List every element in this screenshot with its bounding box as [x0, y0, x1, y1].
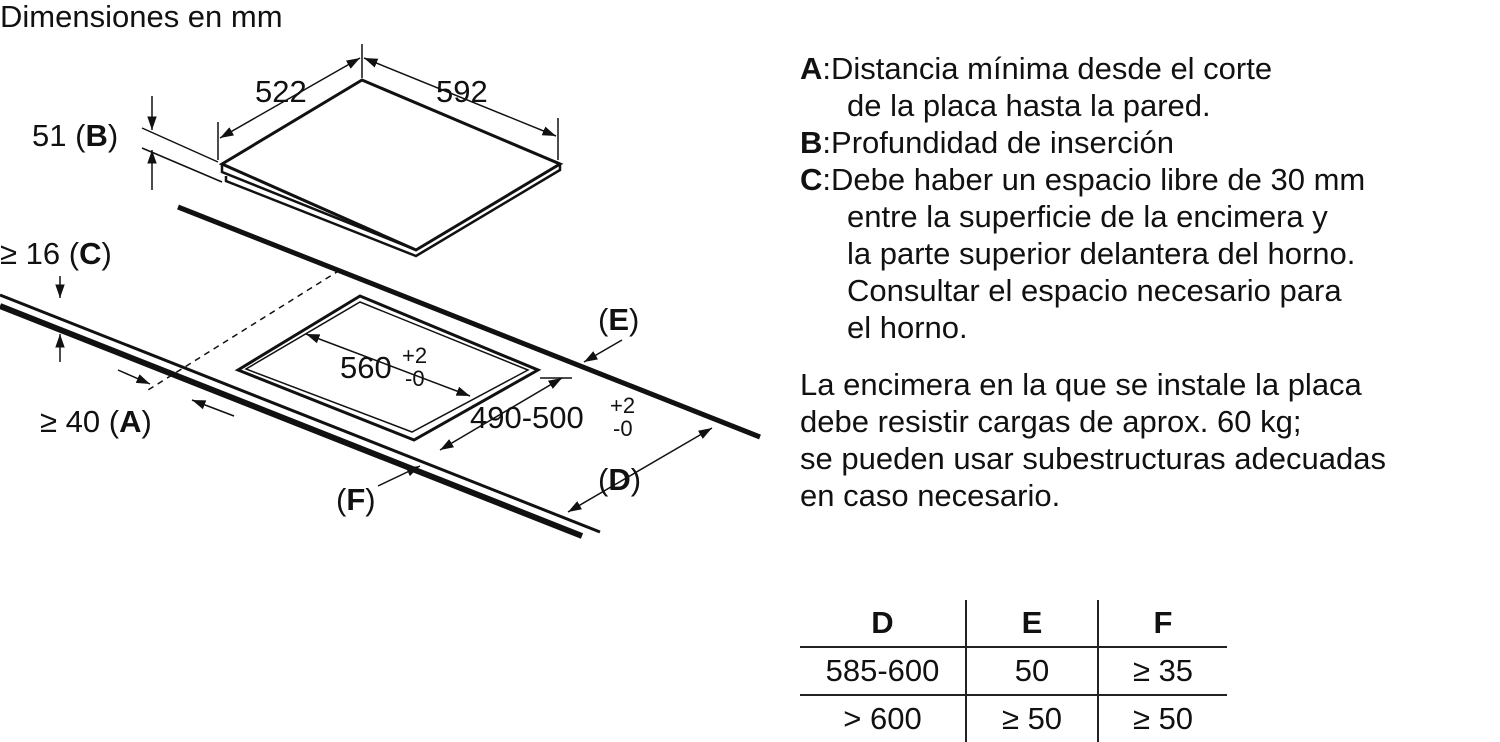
legend-item-a [800, 50, 1500, 87]
svg-text:560 [340, 350, 392, 385]
dimension-width [218, 44, 362, 160]
dimension-f [336, 466, 420, 517]
table-header-f: F [1098, 600, 1227, 647]
e-close-paren: ) [629, 302, 640, 337]
svg-text:51 (B) [32, 118, 118, 153]
a-key: A [119, 404, 142, 439]
legend-sep-a: : [822, 51, 832, 86]
d-open-paren: ( [598, 462, 609, 497]
dimension-depth [364, 58, 558, 160]
width-label: 522 [255, 74, 307, 109]
svg-text:(D) [598, 462, 641, 497]
cut-depth-tol-minus: -0 [613, 416, 633, 441]
f-open-paren: ( [336, 482, 347, 517]
table-header-d: D [800, 600, 966, 647]
legend-cont-c: entre la superficie de la encimera y la parte superior delantera del horno. Consultar el espacio necesario para el horno. [847, 199, 1356, 345]
cut-depth-label: 490-500 [470, 400, 584, 435]
svg-text:(E) [598, 302, 639, 337]
cut-depth-tol-plus: +2 [610, 393, 636, 418]
b-open-paren: ( [75, 118, 86, 153]
cut-width-tol-minus: -0 [405, 366, 425, 391]
table-cell: 585-600 [800, 647, 966, 695]
legend-text-c: Debe haber un espacio libre de 30 mm [831, 162, 1366, 197]
table-header-e: E [966, 600, 1098, 647]
dimension-e [584, 302, 639, 362]
table-row [800, 695, 1227, 742]
c-close-paren: ) [101, 236, 112, 271]
b-value: 51 [32, 118, 67, 153]
legend-cont-a: de la placa hasta la pared. [847, 88, 1211, 123]
legend-sep-c: : [822, 162, 832, 197]
table-cell: ≥ 50 [966, 695, 1098, 742]
load-note: La encimera en la que se instale la placa debe resistir cargas de aprox. 60 kg; se pueden usar subestructuras adecuadas en caso necesario. [800, 367, 1386, 513]
cut-width-tol-plus: +2 [402, 343, 428, 368]
b-close-paren: ) [107, 118, 119, 153]
diagram-title: Dimensiones en mm [0, 0, 283, 34]
f-key: F [346, 482, 366, 517]
legend-key-c: C [800, 162, 823, 197]
dimensions-table [800, 600, 1227, 742]
legend-item-c [800, 161, 1500, 198]
legend-item-b [800, 124, 1500, 161]
c-open-paren: ( [68, 236, 80, 271]
d-key: D [608, 462, 631, 497]
legend-sep-b: : [822, 125, 832, 160]
cut-width-label: 560 [340, 350, 392, 385]
dimension-cut-width [306, 334, 470, 396]
d-close-paren: ) [630, 462, 642, 497]
depth-label: 592 [436, 74, 488, 109]
e-key: E [608, 302, 630, 337]
svg-text:(F) [336, 482, 376, 517]
legend-text-b: Profundidad de inserción [831, 125, 1174, 160]
legend-key-b: B [800, 125, 823, 160]
legend-key-a: A [800, 51, 823, 86]
svg-text:≥ 16 (C) [0, 236, 112, 271]
a-value: ≥ 40 [40, 404, 101, 439]
table-cell: > 600 [843, 701, 922, 736]
e-open-paren: ( [598, 302, 609, 337]
c-key: C [79, 236, 102, 271]
table-cell: 50 [966, 647, 1098, 695]
f-close-paren: ) [365, 482, 376, 517]
table-row [800, 647, 1227, 695]
a-open-paren: ( [108, 404, 120, 439]
table-header-row [800, 600, 1227, 647]
table-cell: ≥ 35 [1098, 647, 1227, 695]
a-close-paren: ) [141, 404, 152, 439]
worktop-back-edge [178, 207, 760, 437]
dimension-cut-depth [440, 378, 635, 450]
dimension-b [32, 96, 222, 190]
table-cell: ≥ 50 [1098, 695, 1227, 742]
c-value: ≥ 16 [0, 236, 61, 271]
dimension-d [568, 428, 712, 512]
svg-text:≥ 40 (A) [40, 404, 152, 439]
b-key: B [85, 118, 108, 153]
legend [800, 50, 1500, 346]
dimension-a [40, 370, 234, 439]
legend-text-a: Distancia mínima desde el corte [831, 51, 1273, 86]
